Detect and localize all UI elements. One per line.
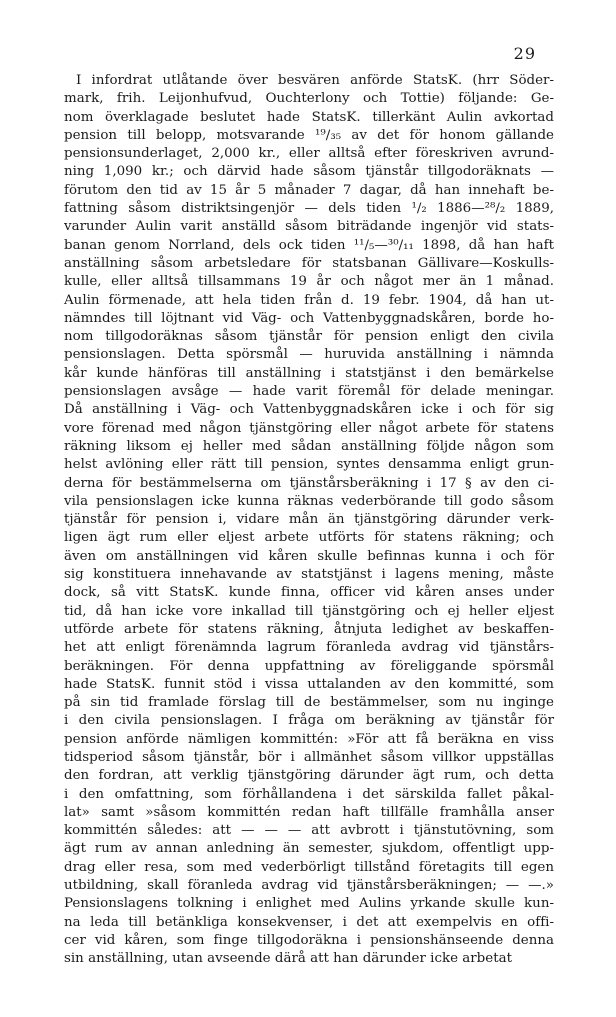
text-line: pension anförde nämligen kommittén: »För att få beräkna en viss	[64, 731, 554, 747]
text-line: i den omfattning, som förhållandena i det särskilda fallet påkal-	[64, 786, 554, 802]
text-line: nom överklagade beslutet hade StatsK. tillerkänt Aulin avkortad	[64, 109, 554, 125]
text-line: kulle, eller alltså tillsammans 19 år och något mer än 1 månad.	[64, 274, 554, 290]
text-line: vore förenad med någon tjänstgöring eller något arbete för statens	[64, 420, 554, 436]
text-line: i den civila pensionslagen. I fråga om beräkning av tjänstår för	[64, 713, 554, 729]
text-line: cer vid kåren, som finge tillgodoräkna i pensionshänseende denna	[64, 932, 554, 948]
text-line: nom tillgodoräknas såsom tjänstår för pension enligt den civila	[64, 329, 554, 345]
text-line: utförde arbete för statens räkning, åtnjuta ledighet av beskaffen-	[64, 621, 554, 637]
text-line: pensionslagen. Detta spörsmål — huruvida anställning i nämnda	[64, 347, 554, 363]
text-line: beräkningen. För denna uppfattning av föreliggande spörsmål	[64, 658, 554, 674]
text-line: vila pensionslagen icke kunna räknas vederbörande till godo såsom	[64, 493, 554, 509]
text-line: fattning såsom distriktsingenjör — dels tiden ¹/₂ 1886—²⁸/₂ 1889,	[64, 201, 554, 217]
text-line: anställning såsom arbetsledare för statsbanan Gällivare—Koskulls-	[64, 255, 554, 271]
text-line: I infordrat utlåtande över besvären anförde StatsK. (hrr Söder-	[76, 73, 554, 88]
text-line: räkning liksom ej heller med sådan anställning följde någon som	[64, 438, 554, 454]
text-line: banan genom Norrland, dels ock tiden ¹¹/₅—³⁰/₁₁ 1898, då han haft	[64, 237, 554, 253]
text-line: sig konstituera innehavande av statstjänst i lagens mening, måste	[64, 567, 554, 583]
text-line: lat» samt »såsom kommittén redan haft tillfälle framhålla anser	[64, 804, 554, 820]
text-line: förutom den tid av 15 år 5 månader 7 dagar, då han innehaft be-	[64, 182, 554, 198]
text-line: även om anställningen vid kåren skulle befinnas kunna i och för	[64, 548, 554, 564]
text-line: på sin tid framlade förslag till de bestämmelser, som nu inginge	[64, 695, 554, 711]
text-line: pensionslagen avsåge — hade varit föremål för delade meningar.	[64, 384, 554, 400]
text-line: pension till belopp, motsvarande ¹⁹/₃₅ av det för honom gällande	[64, 127, 554, 143]
text-line: nämndes till löjtnant vid Väg- och Vattenbyggnadskåren, borde ho-	[64, 310, 554, 326]
text-line: na leda till betänkliga konsekvenser, i det att exempelvis en offi-	[64, 914, 554, 930]
text-line: kår kunde hänföras till anställning i statstjänst i den bemärkelse	[64, 365, 554, 381]
text-line: ning 1,090 kr.; och därvid hade såsom tjänstår tillgodoräknats —	[64, 164, 554, 180]
text-line: Pensionslagens tolkning i enlighet med Aulins yrkande skulle kun-	[64, 896, 554, 912]
text-line: Då anställning i Väg- och Vattenbyggnadskåren icke i och för sig	[64, 402, 554, 418]
text-line: hade StatsK. funnit stöd i vissa uttalanden av den kommitté, som	[64, 676, 554, 692]
text-line: kommittén således: att — — — att avbrott i tjänstutövning, som	[64, 823, 554, 839]
page-number: 29	[513, 44, 536, 63]
text-line: helst avlöning eller rätt till pension, syntes densamma enligt grun-	[64, 457, 554, 473]
text-line: drag eller resa, som med vederbörligt tillstånd företagits till egen	[64, 859, 554, 875]
text-line: sin anställning, utan avseende därå att han därunder icke arbetat	[64, 951, 512, 967]
text-line: tidsperiod såsom tjänstår, bör i allmänhet såsom villkor uppställas	[64, 749, 554, 765]
body-text	[64, 72, 554, 969]
text-line: Aulin förmenade, att hela tiden från d. 19 febr. 1904, då han ut-	[64, 292, 554, 308]
text-line: mark, frih. Leijonhufvud, Ouchterlony och Tottie) följande: Ge-	[64, 91, 554, 107]
text-line: den fordran, att verklig tjänstgöring därunder ägt rum, och detta	[64, 768, 554, 784]
text-line: tjänstår för pension i, vidare mån än tjänstgöring därunder verk-	[64, 512, 554, 528]
text-line: het att enligt förenämnda lagrum föranleda avdrag vid tjänstårs-	[64, 640, 554, 656]
text-line: varunder Aulin varit anställd såsom biträdande ingenjör vid stats-	[64, 219, 554, 235]
text-line: ligen ägt rum eller eljest arbete utförts för statens räkning; och	[64, 530, 554, 546]
text-line: ägt rum av annan anledning än semester, sjukdom, offentligt upp-	[64, 841, 554, 857]
text-line: dock, så vitt StatsK. kunde finna, officer vid kåren anses under	[64, 585, 554, 601]
text-line: derna för bestämmelserna om tjänstårsberäkning i 17 § av den ci-	[64, 475, 554, 491]
text-line: utbildning, skall föranleda avdrag vid tjänstårsberäkningen; — —.»	[64, 878, 554, 894]
text-line: tid, då han icke vore inkallad till tjänstgöring och ej heller eljest	[64, 603, 554, 619]
text-line: pensionsunderlaget, 2,000 kr., eller alltså efter föreskriven avrund-	[64, 146, 554, 162]
